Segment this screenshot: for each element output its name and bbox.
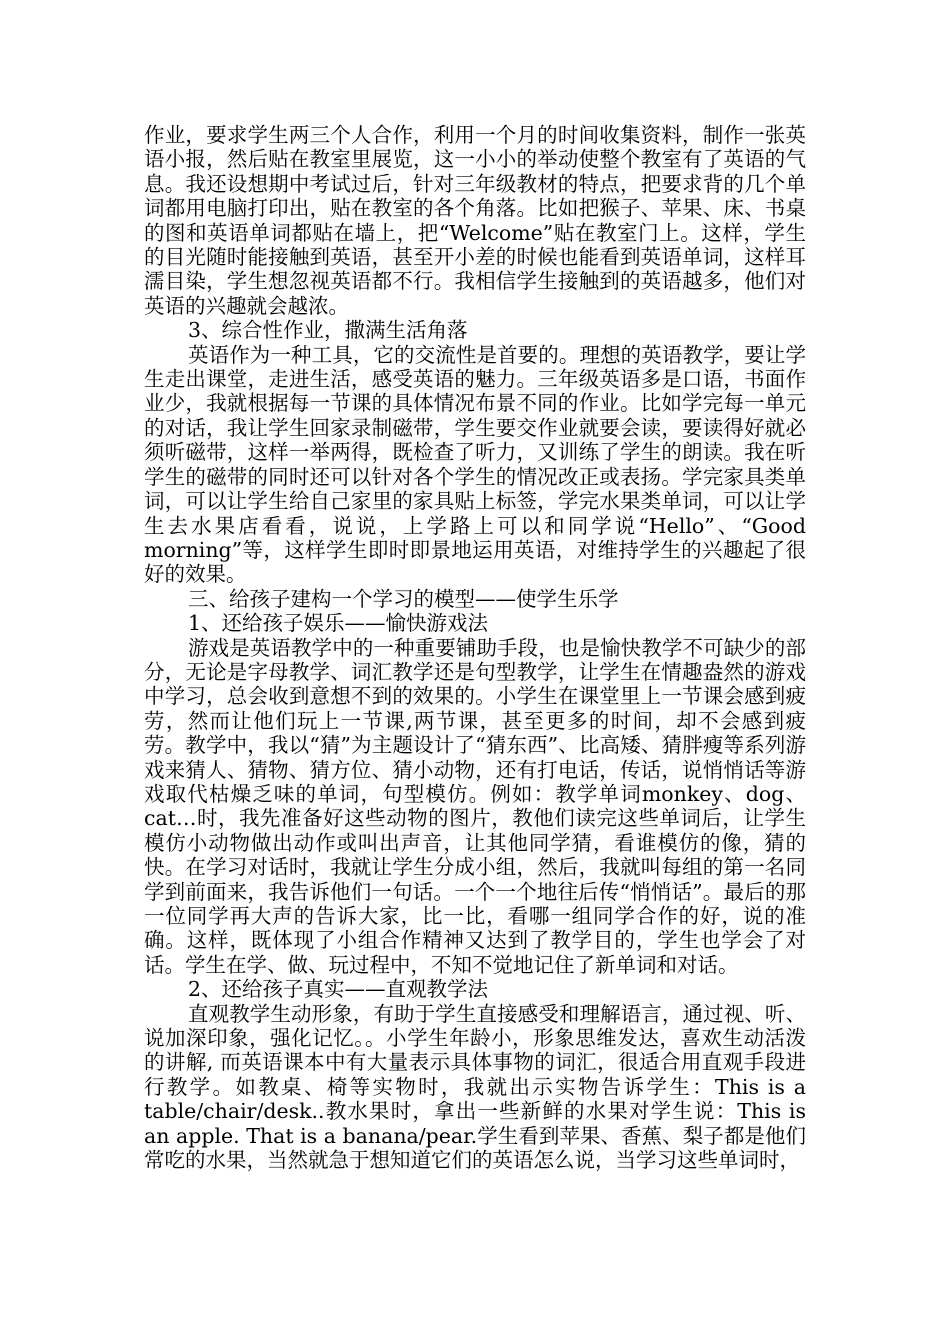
heading-game-method: 1、还给孩子娱乐——愉快游戏法 [188, 611, 489, 636]
document-page [144, 123, 806, 1172]
heading-section-three: 三、给孩子建构一个学习的模型——使学生乐学 [188, 586, 619, 611]
paragraph-english-as-tool: 英语作为一种工具，它的交流性是首要的。理想的英语教学，要让学生走出课堂，走进生活，感受英语的魅力。三年级英语多是口语，书面作业少，我就根据每一节课的具体情况布景不同的作业。比如学完每一单元的对话，我让学生回家录制磁带，学生要交作业就要会读，要读得好就必须听磁带，这样一举两得，既检查了听力，又训练了学生的朗读。我在听学生的磁带的同时还可以针对各个学生的情况改正或表扬。学完家具类单词，可以让学生给自己家里的家具贴上标签，学完水果类单词，可以让学生去水果店看看，说说，上学路上可以和同学说“Hello”、“Good morning”等，这样学生即时即景地运用英语，对维持学生的兴趣起了很好的效果。 [144, 342, 806, 587]
paragraph-direct-teaching: 直观教学生动形象，有助于学生直接感受和理解语言，通过视、听、说加深印象，强化记忆。。小学生年龄小，形象思维发达，喜欢生动活泼的讲解, 而英语课本中有大量表示具体事物的词汇，很适合用直观手段进行教学。如教桌、椅等实物时，我就出示实物告诉学生：This is a table/chair/desk..教水果时，拿出一些新鲜的水果对学生说：This is an apple. That is a banana/pear.学生看到苹果、香蕉、梨子都是他们常吃的水果，当然就急于想知道它们的英语怎么说，当学习这些单词时， [144, 1001, 806, 1173]
paragraph-continuation: 作业，要求学生两三个人合作，利用一个月的时间收集资料，制作一张英语小报，然后贴在教室里展览，这一小小的举动使整个教室有了英语的气息。我还设想期中考试过后，针对三年级教材的特点，把要求背的几个单词都用电脑打印出，贴在教室的各个角落。比如把猴子、苹果、床、书桌的图和英语单词都贴在墙上，把“Welcome”贴在教室门上。这样，学生的目光随时能接触到英语，甚至开小差的时候也能看到英语单词，这样耳濡目染，学生想忽视英语都不行。我相信学生接触到的英语越多，他们对英语的兴趣就会越浓。 [144, 123, 806, 318]
paragraph-games: 游戏是英语教学中的一种重要铺助手段，也是愉快教学不可缺少的部分，无论是字母教学、词汇教学还是句型教学，让学生在情趣盎然的游戏中学习，总会收到意想不到的效果的。小学生在课堂里上一节课会感到疲劳，然而让他们玩上一节课,两节课，甚至更多的时间，却不会感到疲劳。教学中，我以“猜”为主题设计了“猜东西”、比高矮、猜胖瘦等系列游戏来猜人、猜物、猜方位、猜小动物，还有打电话，传话，说悄悄话等游戏取代枯燥乏味的单词，句型模仿。例如：教学单词monkey、dog、cat…时，我先准备好这些动物的图片，教他们读完这些单词后，让学生模仿小动物做出动作或叫出声音，让其他同学猜，看谁模仿的像，猜的快。在学习对话时，我就让学生分成小组，然后，我就叫每组的第一名同学到前面来，我告诉他们一句话。一个一个地往后传“悄悄话”。最后的那一位同学再大声的告诉大家，比一比，看哪一组同学合作的好，说的准确。这样，既体现了小组合作精神又达到了教学目的，学生也学会了对话。学生在学、做、玩过程中，不知不觉地记住了新单词和对话。 [144, 635, 806, 977]
heading-direct-teaching: 2、还给孩子真实——直观教学法 [188, 977, 489, 1002]
heading-comprehensive-homework: 3、综合性作业，撒满生活角落 [188, 318, 468, 343]
